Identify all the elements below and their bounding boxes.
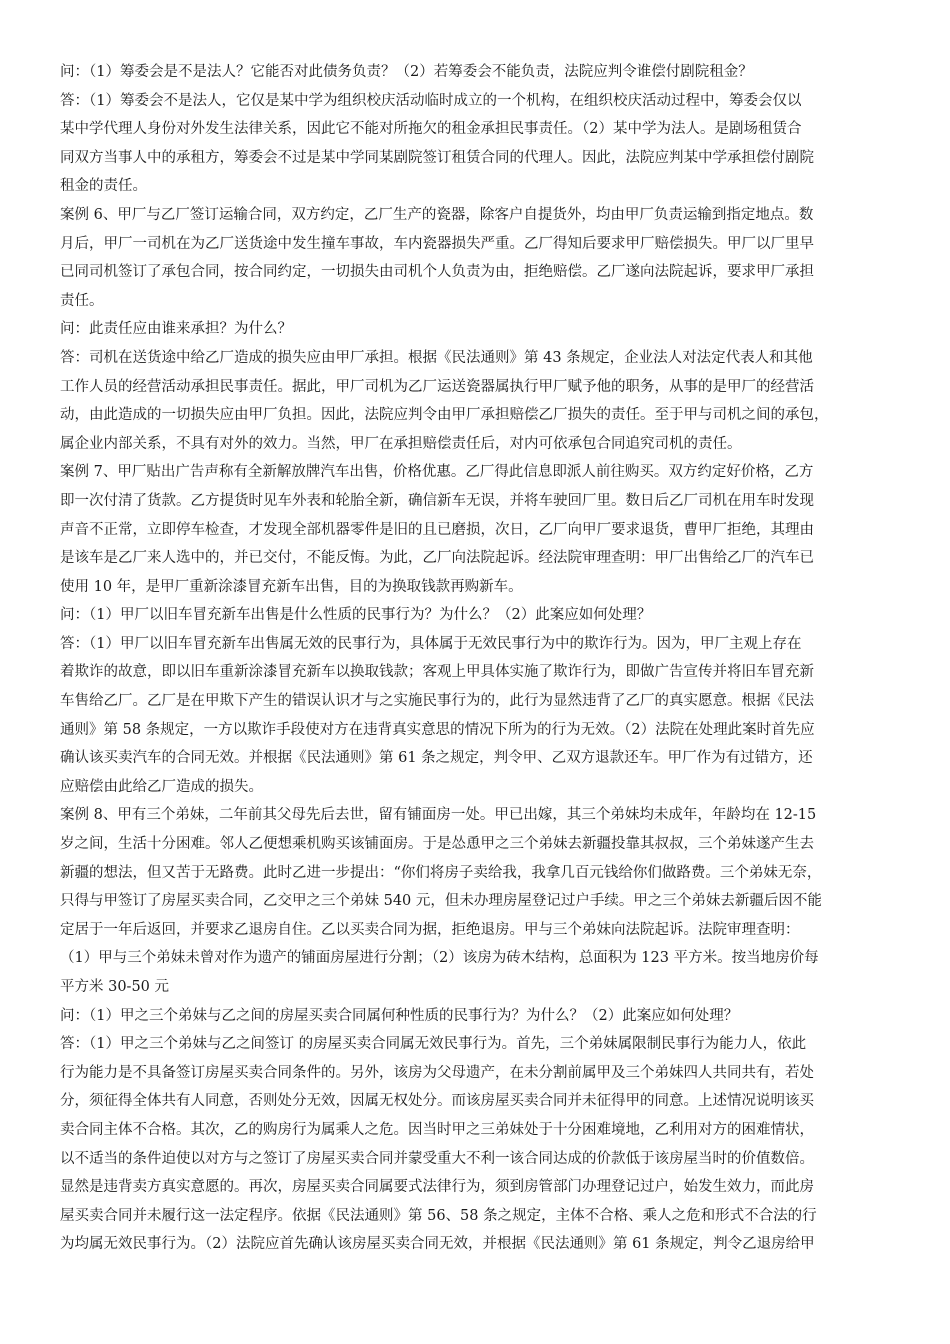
text-line: 为均属无效民事行为。（2）法院应首先确认该房屋买卖合同无效，并根据《民法通则》第 61 条规定，判令乙退房给甲 — [60, 1236, 815, 1253]
text-line: 已同司机签订了承包合同，按合同约定，一切损失由司机个人负责为由，拒绝赔偿。乙厂遂向法院起诉，要求甲厂承担 — [60, 264, 814, 281]
text-line: 答：司机在送货途中给乙厂造成的损失应由甲厂承担。根据《民法通则》第 43 条规定，企业法人对法定代表人和其他 — [60, 349, 813, 366]
text-line: 问：（1）筹委会是不是法人？它能否对此债务负责？（2）若筹委会不能负责，法院应判令谁偿付剧院租金？ — [60, 64, 753, 80]
text-line: 问：（1）甲厂以旧车冒充新车出售是什么性质的民事行为？为什么？（2）此案应如何处理？ — [60, 607, 652, 624]
text-line: 应赔偿由此给乙厂造成的损失。 — [60, 778, 263, 795]
text-line: 答：（1）甲之三个弟妹与乙之间签订 的房屋买卖合同属无效民事行为。首先，三个弟妹属限制民事行为能力人，依此 — [60, 1036, 807, 1053]
text-line: 只得与甲签订了房屋买卖合同，乙交甲之三个弟妹 540 元，但未办理房屋登记过户手续。甲之三个弟妹去新疆后因不能 — [60, 893, 822, 910]
text-line: 工作人员的经营活动承担民事责任。据此，甲厂司机为乙厂运送瓷器属执行甲厂赋予他的职务，从事的是甲厂的经营活 — [60, 378, 814, 395]
text-line: 确认该买卖汽车的合同无效。并根据《民法通则》第 61 条之规定，判令甲、乙双方退款还车。甲厂作为有过错方，还 — [60, 750, 813, 767]
text-line: 答：（1）筹委会不是法人，它仅是某中学为组织校庆活动临时成立的一个机构，在组织校庆活动过程中，筹委会仅以 — [60, 92, 802, 109]
text-line: 使用 10 年，是甲厂重新涂漆冒充新车出售，目的为换取钱款再购新车。 — [60, 578, 523, 595]
text-line: 显然是违背卖方真实意愿的。再次，房屋买卖合同属要式法律行为，须到房管部门办理登记过户，始发生效力，而此房 — [60, 1179, 814, 1196]
text-line: 案例 6、甲厂与乙厂签订运输合同，双方约定，乙厂生产的瓷器，除客户自提货外，均由甲厂负责运输到指定地点。数 — [60, 206, 814, 223]
text-line: 平方米 30-50 元 — [60, 979, 170, 995]
text-line: 卖合同主体不合格。其次，乙的购房行为属乘人之危。因当时甲之三弟妹处于十分困难境地，乙利用对方的困难情状， — [60, 1121, 814, 1138]
document-page — [60, 58, 890, 1259]
text-line: 以不适当的条件迫使以对方与之签订了房屋买卖合同并蒙受重大不利一该合同达成的价款低于该房屋当时的价值数倍。 — [60, 1150, 814, 1167]
text-line: 问：此责任应由谁来承担？为什么？ — [60, 321, 292, 338]
text-line: 责任。 — [60, 292, 104, 309]
text-line: 租金的责任。 — [60, 178, 147, 195]
text-line: 岁之间，生活十分困难。邻人乙便想乘机购买该铺面房。于是怂恿甲之三个弟妹去新疆投靠其叔叔，三个弟妹遂产生去 — [60, 836, 814, 853]
text-line: 同双方当事人中的承租方，筹委会不过是某中学同某剧院签订租赁合同的代理人。因此，法院应判某中学承担偿付剧院 — [60, 149, 814, 166]
text-line: 声音不正常，立即停车检查，才发现全部机器零件是旧的且已磨损，次日，乙厂向甲厂要求退货，曹甲厂拒绝，其理由 — [60, 521, 814, 538]
text-line: 月后，甲厂一司机在为乙厂送货途中发生撞车事故，车内瓷器损失严重。乙厂得知后要求甲厂赔偿损失。甲厂以厂里早 — [60, 235, 814, 252]
text-line: 行为能力是不具备签订房屋买卖合同条件的。另外，该房为父母遗产，在未分割前属甲及三个弟妹四人共同共有，若处 — [60, 1064, 814, 1081]
text-line: 车售给乙厂。乙厂是在甲欺下产生的错误认识才与之实施民事行为的，此行为显然违背了乙厂的真实愿意。根据《民法 — [60, 693, 814, 710]
text-line: 案例 7、甲厂贴出广告声称有全新解放牌汽车出售，价格优惠。乙厂得此信息即派人前往购买。双方约定好价格，乙方 — [60, 464, 814, 481]
text-line: 某中学代理人身份对外发生法律关系，因此它不能对所拖欠的租金承担民事责任。（2）某中学为法人。是剧场租赁合 — [60, 121, 802, 138]
text-line: （1）甲与三个弟妹未曾对作为遗产的铺面房屋进行分割；（2）该房为砖木结构，总面积为 123 平方米。按当地房价每 — [60, 950, 819, 967]
text-line: 动，由此造成的一切损失应由甲厂负担。因此，法院应判令由甲厂承担赔偿乙厂损失的责任。至于甲与司机之间的承包， — [60, 407, 829, 424]
text-line: 问：（1）甲之三个弟妹与乙之间的房屋买卖合同属何种性质的民事行为？为什么？（2）此案应如何处理？ — [60, 1007, 739, 1024]
text-line: 通则》第 58 条规定，一方以欺诈手段使对方在违背真实意思的情况下所为的行为无效。（2）法院在处理此案时首先应 — [60, 721, 815, 738]
text-line: 新疆的想法，但又苦于无路费。此时乙进一步提出：“你们将房子卖给我，我拿几百元钱给你们做路费。三个弟妹无奈， — [60, 864, 822, 881]
text-line: 定居于一年后返回，并要求乙退房自住。乙以买卖合同为据，拒绝退房。甲与三个弟妹向法院起诉。法院审理查明： — [60, 921, 800, 938]
text-line: 属企业内部关系，不具有对外的效力。当然，甲厂在承担赔偿责任后，对内可依承包合同追究司机的责任。 — [60, 435, 742, 452]
text-line: 案例 8、甲有三个弟妹，二年前其父母先后去世，留有铺面房一处。甲已出嫁，其三个弟妹均未成年，年龄均在 12-15 — [60, 807, 817, 824]
text-line: 着欺诈的故意，即以旧车重新涂漆冒充新车以换取钱款；客观上甲具体实施了欺诈行为，即做广告宣传并将旧车冒充新 — [60, 664, 814, 681]
text-line: 即一次付清了货款。乙方提货时见车外表和轮胎全新，确信新车无误，并将车驶回厂里。数日后乙厂司机在用车时发现 — [60, 492, 814, 509]
text-line: 答：（1）甲厂以旧车冒充新车出售属无效的民事行为，具体属于无效民事行为中的欺诈行为。因为，甲厂主观上存在 — [60, 635, 802, 652]
text-line: 是该车是乙厂来人选中的，并已交付，不能反悔。为此，乙厂向法院起诉。经法院审理查明：甲厂出售给乙厂的汽车已 — [60, 550, 814, 567]
text-line: 分，须征得全体共有人同意，否则处分无效，因属无权处分。而该房屋买卖合同并未征得甲的同意。上述情况说明该买 — [60, 1093, 814, 1110]
text-line: 屋买卖合同并未履行这一法定程序。依据《民法通则》第 56、58 条之规定，主体不合格、乘人之危和形式不合法的行 — [60, 1207, 817, 1224]
